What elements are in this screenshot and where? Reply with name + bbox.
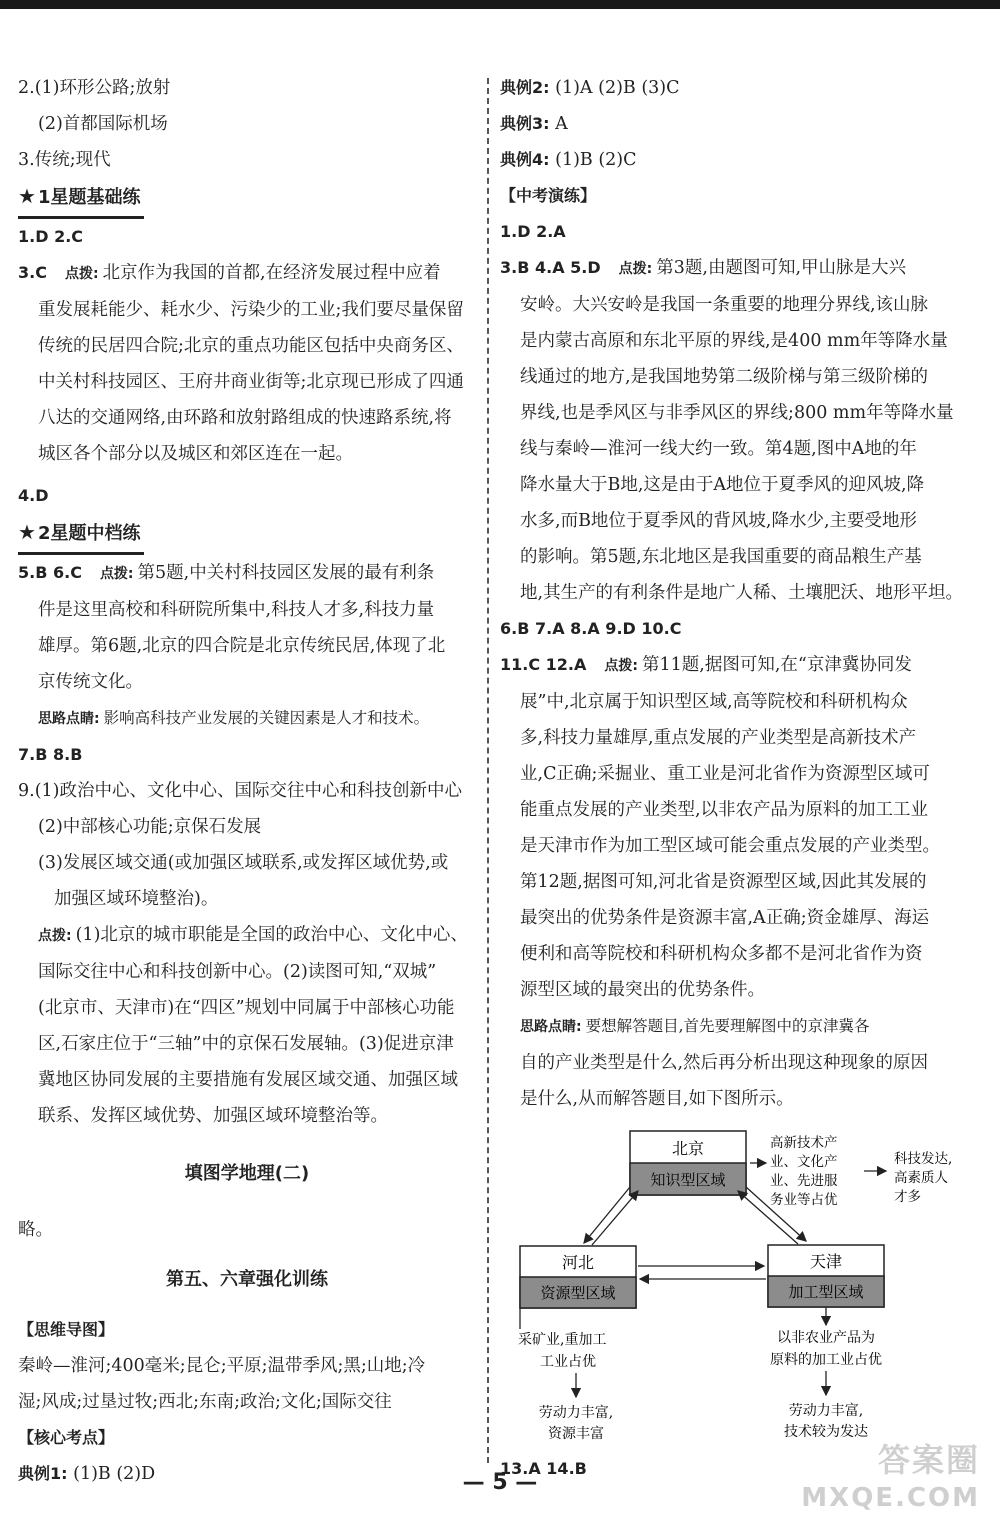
explanation-line: 降水量大于B地,这是由于A地位于夏季风的迎风坡,降 [520, 475, 925, 495]
explanation-line: 国际交往中心和科技创新中心。(2)读图可知,“双城” [38, 962, 437, 982]
explanation-line: 是天津市作为加工型区域可能会重点发展的产业类型。 [520, 836, 940, 856]
answer-line: (2)中部核心功能;京保石发展 [38, 817, 262, 837]
note-line: 业、先进服 [770, 1173, 838, 1189]
tip-label: 点拨: [99, 566, 134, 582]
explanation-line: (北京市、天津市)在“四区”规划中同属于中部核心功能 [38, 998, 455, 1018]
tianjin-condition-text [784, 1402, 868, 1440]
answer-numbers: 3.C [18, 263, 47, 282]
right-column [500, 70, 980, 1487]
section-heading-1star [18, 178, 476, 219]
example-line [500, 70, 980, 106]
answer-line [18, 219, 476, 255]
answer-numbers: 3.B 4.A 5.D [500, 258, 601, 277]
beijing-type-label: 知识型区域 [650, 1171, 726, 1189]
explanation-text: 第11题,据图可知,在“京津冀协同发 [642, 655, 912, 675]
answer-line [500, 250, 980, 287]
explanation-line: 中关村科技园区、王府井商业街等;北京现已形成了四通 [38, 372, 464, 392]
note-line: 科技发达, [894, 1151, 953, 1167]
thinking-line: 自的产业类型是什么,然后再分析出现这种现象的原因 [520, 1053, 929, 1073]
answer-numbers: 11.C 12.A [500, 655, 587, 674]
left-column [18, 70, 476, 1492]
thinking-line: 是什么,从而解答题目,如下图所示。 [520, 1089, 794, 1109]
answer-line: (2)首都国际机场 [38, 114, 168, 134]
answer-line: 湿;风成;过垦过牧;西北;东南;政治;文化;国际交往 [18, 1392, 392, 1412]
explanation-line: 水多,而B地位于夏季风的背风坡,降水少,主要受地形 [520, 511, 918, 531]
answer-line [18, 478, 476, 514]
explanation-line: 安岭。大兴安岭是我国一条重要的地理分界线,该山脉 [520, 295, 929, 315]
thinking-text: 影响高科技产业发展的关键因素是人才和技术。 [103, 709, 430, 727]
subsection-heading: 【中考演练】 [500, 186, 597, 205]
thinking-line [500, 1008, 980, 1045]
note-line: 业、文化产 [770, 1154, 838, 1170]
explanation-line: 的影响。第5题,东北地区是我国重要的商品粮生产基 [520, 547, 922, 567]
top-bar [0, 0, 1000, 9]
note-line: 原料的加工业占优 [770, 1352, 882, 1368]
explanation-line: 京传统文化。 [38, 672, 143, 692]
heading-text: 2星题中档练 [37, 523, 141, 544]
tianjin-type-label: 加工型区域 [788, 1283, 864, 1301]
example-label: 典例1: [18, 1464, 68, 1483]
explanation-line: 冀地区协同发展的主要措施有发展区域交通、加强区域 [38, 1070, 458, 1090]
answer-line: 加强区域环境整治)。 [54, 889, 219, 909]
explanation-line: 联系、发挥区域优势、加强区域环境整治等。 [38, 1106, 388, 1126]
arrow [584, 1187, 630, 1243]
arrow [592, 1191, 638, 1245]
note-line: 才多 [894, 1189, 921, 1205]
page-number: — 5 — [462, 1470, 538, 1495]
explanation-line: 是内蒙古高原和东北平原的界线,是400 mm年等降水量 [520, 331, 948, 351]
thinking-label: 思路点睛: [520, 1019, 582, 1035]
explanation-line: 第12题,据图可知,河北省是资源型区域,因此其发展的 [520, 872, 927, 892]
answer-line [18, 737, 476, 773]
answer-line: 秦岭—淮河;400毫米;昆仑;平原;温带季风;黑;山地;冷 [18, 1356, 426, 1376]
jingjinji-diagram [500, 1121, 970, 1451]
section-heading-2star [18, 514, 476, 555]
watermark-url: MXQE.COM [801, 1483, 980, 1513]
tianjin-box [768, 1245, 884, 1307]
beijing-label: 北京 [671, 1139, 705, 1158]
explanation-line: 区,石家庄位于“三轴”中的京保石发展轴。(3)促进京津 [38, 1034, 454, 1054]
explanation-line: 传统的民居四合院;北京的重点功能区包括中央商务区、 [38, 336, 464, 356]
explanation-text: 第3题,由题图可知,甲山脉是大兴 [656, 258, 907, 278]
answer-numbers: 1.D 2.A [500, 222, 566, 241]
answer-line [500, 611, 980, 647]
beijing-box [630, 1131, 746, 1195]
note-line: 劳动力丰富, [538, 1405, 614, 1421]
note-line: 务业等占优 [770, 1192, 838, 1208]
subsection-heading: 【思维导图】 [18, 1320, 115, 1339]
hebei-industry-text [518, 1332, 606, 1370]
answer-line: (3)发展区域交通(或加强区域联系,或发挥区域优势,或 [38, 853, 449, 873]
answer-numbers: 5.B 6.C [18, 563, 82, 582]
note-line: 资源丰富 [548, 1426, 604, 1442]
explanation-line: 重发展耗能少、耗水少、污染少的工业;我们要尽量保留 [38, 300, 464, 320]
explanation-line: 雄厚。第6题,北京的四合院是北京传统民居,体现了北 [38, 636, 446, 656]
tip-label: 点拨: [604, 658, 638, 674]
answer-line: 9.(1)政治中心、文化中心、国际交往中心和科技创新中心 [18, 781, 462, 801]
example-answer: (1)B (2)D [73, 1464, 156, 1484]
section-title: 填图学地理(二) [184, 1163, 310, 1184]
star-icon: ★ [18, 520, 36, 544]
subsection-heading: 【核心考点】 [18, 1428, 115, 1447]
explanation-line: 展”中,北京属于知识型区域,高等院校和科研机构众 [520, 692, 908, 712]
answer-line: 2.(1)环形公路;放射 [18, 78, 171, 98]
answer-line: 略。 [18, 1220, 53, 1240]
example-line [500, 106, 980, 142]
hebei-condition-text [539, 1404, 613, 1442]
column-divider [487, 78, 489, 1463]
beijing-condition-text [894, 1150, 952, 1205]
star-icon: ★ [18, 184, 36, 208]
answer-numbers: 7.B 8.B [18, 745, 83, 764]
note-line: 以非农业产品为 [777, 1330, 875, 1346]
answer-numbers: 6.B 7.A 8.A 9.D 10.C [500, 619, 682, 638]
answer-numbers: 1.D 2.C [18, 227, 84, 246]
thinking-label: 思路点睛: [38, 711, 100, 727]
answer-line [500, 214, 980, 250]
explanation-line: 界线,也是季风区与非季风区的界线;800 mm年等降水量 [520, 403, 954, 423]
tianjin-industry-text [770, 1329, 882, 1368]
note-line: 采矿业,重加工 [518, 1332, 607, 1348]
hebei-type-label: 资源型区域 [540, 1284, 616, 1302]
explanation-line: 件是这里高校和科研院所集中,科技人才多,科技力量 [38, 600, 435, 620]
watermark [801, 1441, 980, 1517]
explanation-text: (1)北京的城市职能是全国的政治中心、文化中心、 [75, 925, 468, 945]
tip-label: 点拨: [64, 266, 99, 282]
answer-numbers: 13.A 14.B [500, 1459, 587, 1478]
hebei-label: 河北 [561, 1253, 595, 1272]
explanation-line: 八达的交通网络,由环路和放射路组成的快速路系统,将 [38, 408, 452, 428]
tianjin-label: 天津 [809, 1252, 843, 1271]
answer-line [18, 255, 476, 292]
answer-numbers: 4.D [18, 486, 49, 505]
hebei-box [520, 1246, 636, 1308]
example-label: 典例2: [500, 78, 550, 97]
example-line [18, 1456, 476, 1492]
explanation-text: 北京作为我国的首都,在经济发展过程中应着 [102, 263, 441, 283]
note-line: 高新技术产 [770, 1135, 838, 1151]
tip-label: 点拨: [618, 261, 653, 277]
watermark-text: 答案圈 [877, 1441, 980, 1479]
example-answer: (1)A (2)B (3)C [555, 78, 680, 98]
tip-label: 点拨: [38, 928, 72, 944]
explanation-line: 便利和高等院校和科研机构众多都不是河北省作为资 [520, 944, 923, 964]
explanation-line: 线与秦岭—淮河一线大约一致。第4题,图中A地的年 [520, 439, 917, 459]
example-label: 典例3: [500, 114, 550, 133]
explanation-line: 城区各个部分以及城区和郊区连在一起。 [38, 444, 353, 464]
note-line: 高素质人 [894, 1170, 948, 1186]
section-title: 第五、六章强化训练 [166, 1269, 328, 1290]
answer-line [500, 647, 980, 684]
example-answer: A [555, 114, 568, 134]
explanation-line: 能重点发展的产业类型,以非农产品为原料的加工工业 [520, 800, 929, 820]
thinking-line [18, 700, 476, 737]
note-line: 技术较为发达 [784, 1424, 868, 1440]
explanation-line: 地,其生产的有利条件是地广人稀、土壤肥沃、地形平坦。 [520, 583, 964, 603]
heading-text: 1星题基础练 [37, 187, 141, 208]
answer-line: 3.传统;现代 [18, 150, 111, 170]
thinking-text: 要想解答题目,首先要理解图中的京津冀各 [585, 1017, 870, 1035]
beijing-industry-text [770, 1134, 838, 1208]
explanation-line: 线通过的地方,是我国地势第二级阶梯与第三级阶梯的 [520, 367, 929, 387]
explanation-line: 源型区域的最突出的优势条件。 [520, 980, 765, 1000]
explanation-line: 业,C正确;采掘业、重工业是河北省作为资源型区域可 [520, 764, 930, 784]
explanation-line: 最突出的优势条件是资源丰富,A正确;资金雄厚、海运 [520, 908, 930, 928]
note-line: 劳动力丰富, [788, 1403, 864, 1419]
explanation-line: 多,科技力量雄厚,重点发展的产业类型是高新技术产 [520, 728, 917, 748]
explanation-line [18, 917, 476, 954]
answer-line [18, 555, 476, 592]
example-label: 典例4: [500, 150, 550, 169]
example-answer: (1)B (2)C [555, 150, 637, 170]
explanation-text: 第5题,中关村科技园区发展的最有利条 [137, 563, 435, 583]
note-line: 工业占优 [540, 1354, 596, 1370]
example-line [500, 142, 980, 178]
